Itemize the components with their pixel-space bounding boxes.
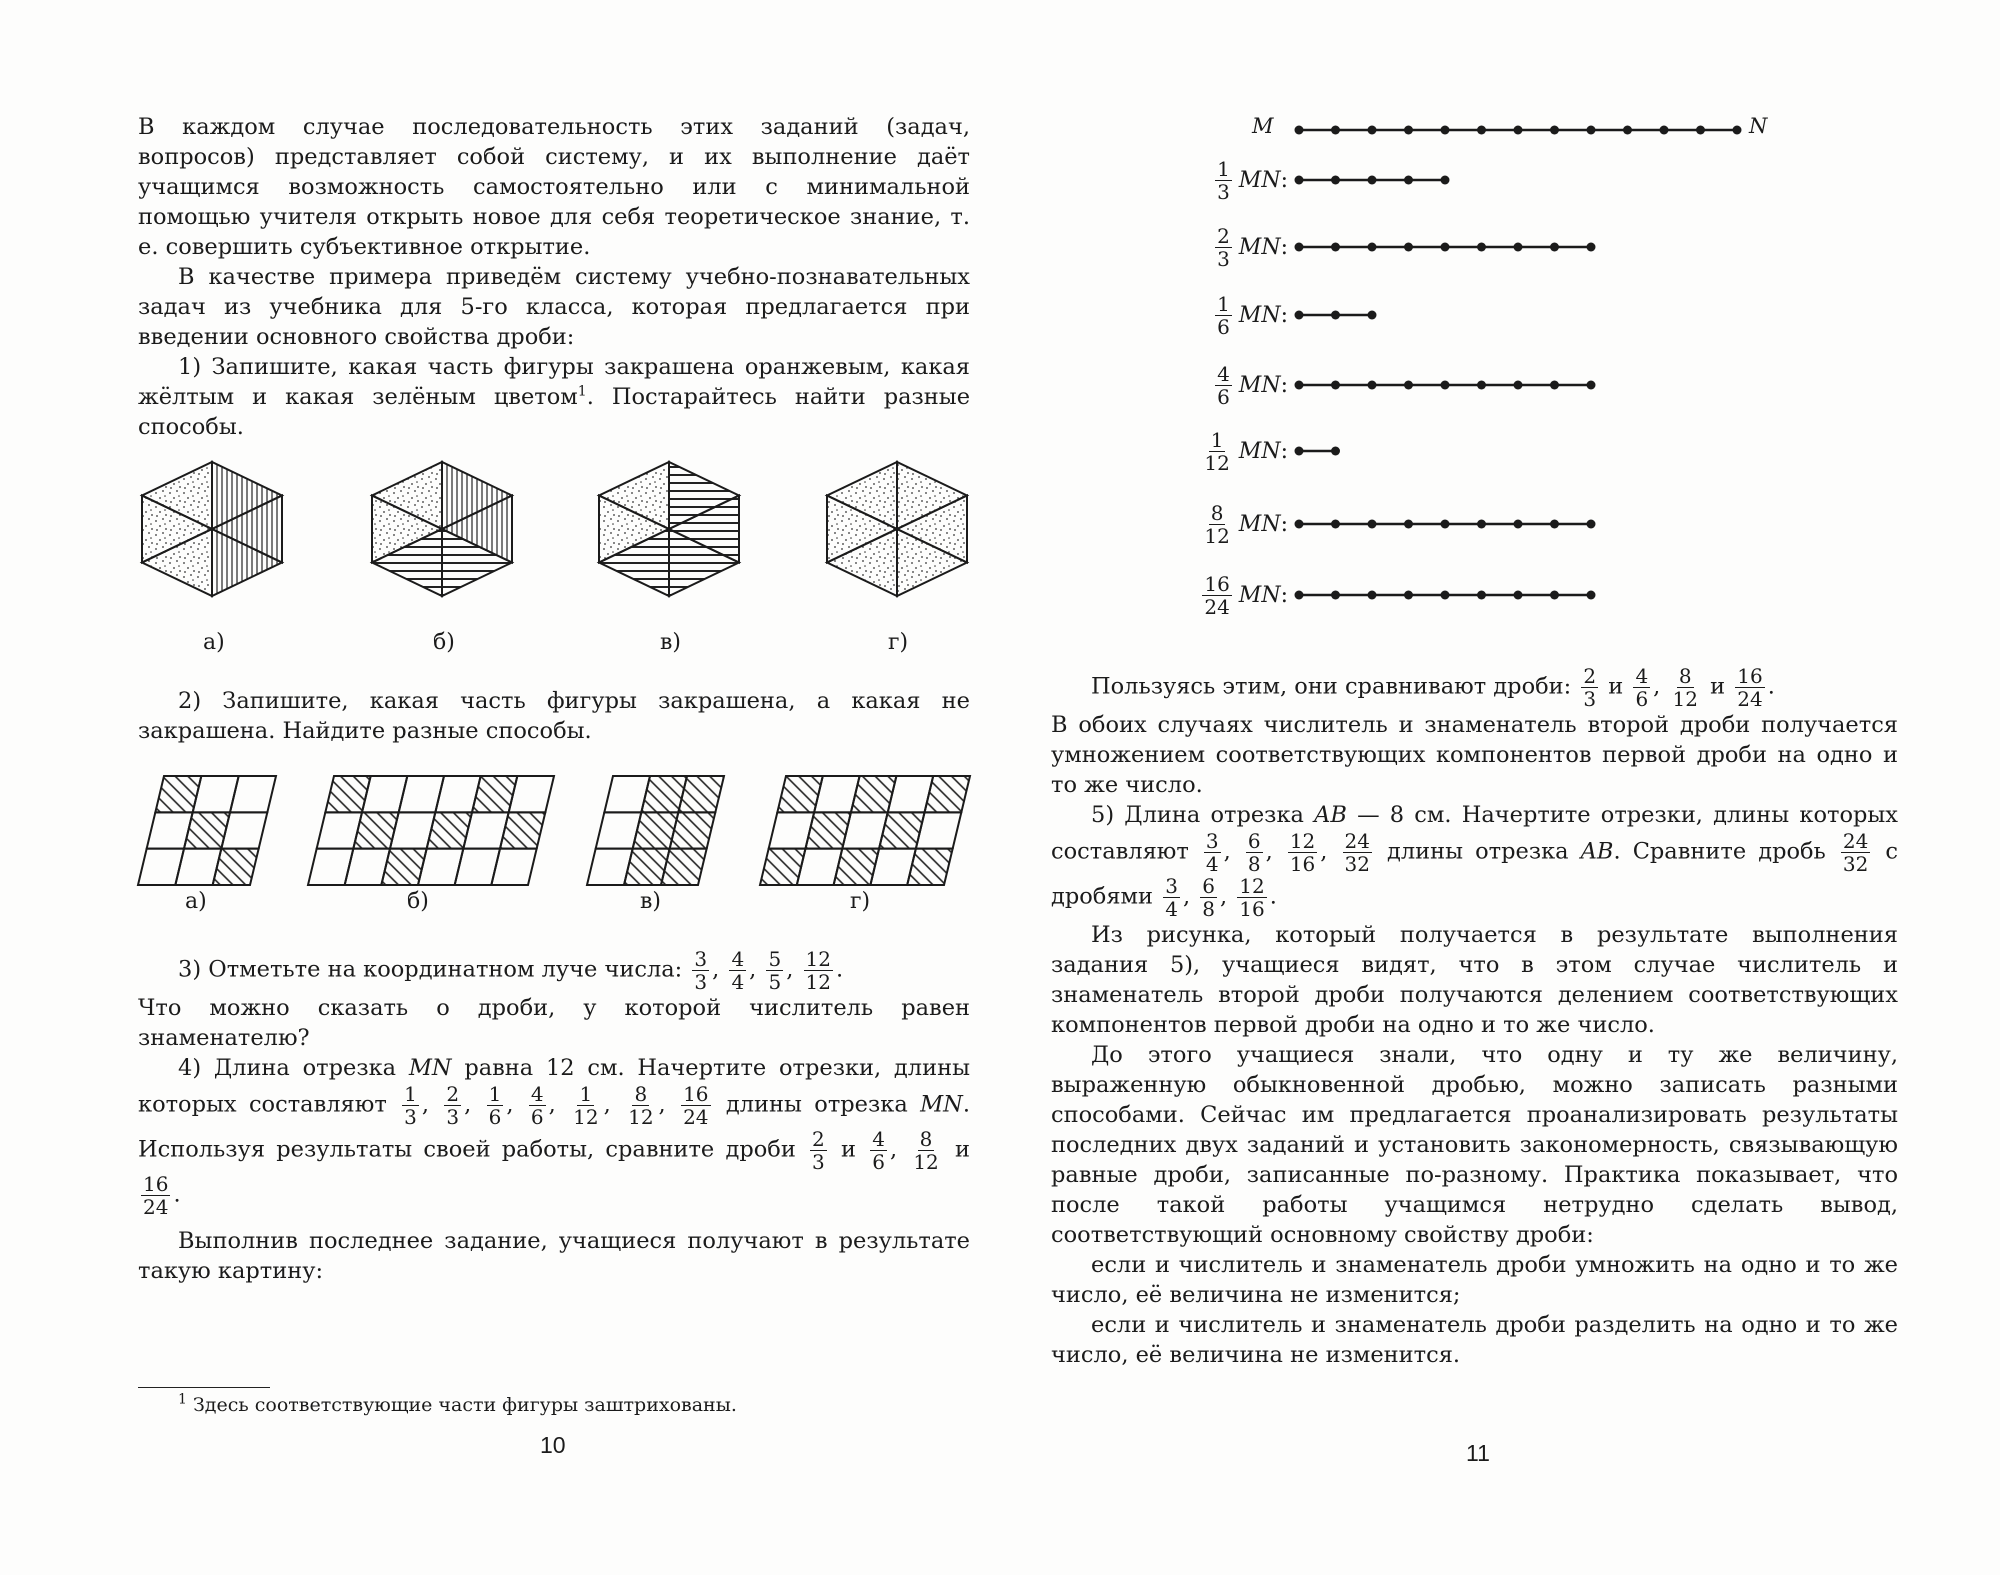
numerator: 2 (1217, 223, 1230, 248)
segment-point (1441, 520, 1450, 529)
segment-point (1331, 520, 1340, 529)
text-run: . Используя результаты своей работы, сравните дроби (138, 1091, 970, 1163)
numerator: 6 (1202, 874, 1215, 898)
segment-point (1550, 243, 1559, 252)
segment-point (1587, 126, 1596, 135)
segment (1295, 243, 1596, 252)
denominator: 12 (805, 970, 831, 994)
fraction (1202, 573, 1231, 618)
grid-cell (916, 812, 961, 848)
text-run: , (603, 1091, 624, 1118)
parallelogram-grid (308, 776, 554, 885)
segment (1295, 126, 1742, 135)
variable: MN (920, 1091, 963, 1118)
fraction (1246, 830, 1263, 875)
left-tasks-text (138, 948, 970, 1286)
numerator: 24 (1842, 829, 1869, 853)
text-run: , (1219, 883, 1235, 910)
text-run: , (749, 956, 764, 983)
segment-point (1404, 126, 1413, 135)
segment-name: MN (1238, 372, 1281, 398)
page-number-right: 11 (1466, 1440, 1490, 1466)
segment-point (1331, 311, 1340, 320)
fraction (1202, 429, 1231, 474)
denominator: 6 (1217, 384, 1230, 409)
numerator: 16 (143, 1172, 169, 1196)
numerator: 2 (446, 1082, 460, 1106)
segment-point (1295, 447, 1304, 456)
segment-point (1477, 126, 1486, 135)
segment-point (1441, 591, 1450, 600)
hex-label-b: б) (433, 630, 455, 655)
denominator: 4 (1165, 897, 1178, 921)
segment-name: MN (1238, 302, 1281, 328)
text-run: , (712, 956, 727, 983)
hex-label-v: в) (660, 630, 681, 655)
text-run: Из рисунка, который получается в результате выполнения задания 5), учащиеся видят, что в этом случае числитель и знаменатель второй дроби получаются делением соответствующих компонентов первой дроби на одно и то же число. (1051, 922, 1898, 1038)
variable: AB (1580, 838, 1614, 865)
segment-point (1295, 243, 1304, 252)
segment-point (1331, 447, 1340, 456)
text-run: . (835, 956, 844, 983)
denominator: 6 (488, 1105, 502, 1129)
segment-point (1295, 381, 1304, 390)
footnote-mark: 1 (178, 1391, 187, 1408)
grid-cell (907, 849, 952, 885)
text-run: , (548, 1091, 569, 1118)
grid-cell (213, 849, 259, 885)
segment (1295, 520, 1596, 529)
segment-point (1441, 176, 1450, 185)
segment-point (1477, 591, 1486, 600)
variable: MN (408, 1055, 452, 1081)
text-run: и (829, 1136, 868, 1163)
denominator: 3 (404, 1105, 417, 1129)
segment-point (1295, 311, 1304, 320)
numerator: 24 (1344, 829, 1370, 853)
numerator: 5 (768, 947, 782, 971)
grid-cell (500, 812, 545, 848)
text-run: , (658, 1091, 679, 1118)
footnote (178, 1391, 737, 1416)
footnote-divider (138, 1387, 270, 1388)
text-run: 3) Отметьте на координатном луче числа: (178, 956, 690, 983)
text-run: , (1265, 838, 1285, 865)
text-run: . Сравните дробь (1613, 838, 1838, 865)
numerator: 4 (530, 1082, 544, 1106)
numerator: 6 (1247, 829, 1261, 853)
denominator: 24 (1204, 594, 1230, 619)
denominator: 12 (1204, 450, 1230, 475)
fraction (1735, 665, 1764, 710)
denominator: 16 (1239, 897, 1265, 921)
segment-name: MN (1238, 167, 1281, 193)
segment-point (1550, 591, 1559, 600)
segment-point (1550, 520, 1559, 529)
fraction (804, 948, 833, 993)
denominator: 24 (683, 1105, 709, 1129)
segment-point (1514, 126, 1523, 135)
rule-divide (1051, 1310, 1898, 1370)
segment (1295, 381, 1596, 390)
denominator: 12 (573, 1105, 599, 1129)
text-run: если и числитель и знаменатель дроби умножить на одно и то же число, её величина не изменится; (1051, 1252, 1898, 1308)
segment-row-label (1168, 221, 1288, 273)
numerator: 2 (812, 1127, 825, 1151)
fraction (1163, 875, 1180, 920)
text-run: В качестве примера приведём систему учебно-познавательных задач из учебника для 5-го класса, которая предлагается при введении основного свойства дроби: (138, 264, 970, 350)
segment-point (1587, 243, 1596, 252)
segment (1295, 311, 1377, 320)
numerator: 1 (1217, 156, 1230, 181)
denominator: 6 (1217, 314, 1230, 339)
text-run: , (464, 1091, 484, 1118)
segment-row-label (1168, 289, 1288, 341)
task-3-question (138, 993, 970, 1053)
numerator: 16 (1737, 664, 1763, 688)
text-run: 5) Длина отрезка (1091, 802, 1315, 828)
denominator: 24 (143, 1195, 169, 1219)
text-run: Пользуясь этим, они сравнивают дроби: (1091, 673, 1579, 700)
rule-multiply (1051, 1250, 1898, 1310)
denominator: 6 (872, 1150, 885, 1174)
fraction (571, 1083, 600, 1128)
segment-point (1331, 126, 1340, 135)
segment-point (1404, 381, 1413, 390)
paragraph-multiply (1051, 710, 1898, 800)
denominator: 16 (1289, 852, 1316, 876)
text-run: В обоих случаях числитель и знаменатель второй дроби получается умножением соответствующих компонентов первой дроби на одно и то же число. (1051, 712, 1898, 798)
task-4 (138, 1053, 970, 1218)
fraction (1670, 665, 1699, 710)
fraction (870, 1128, 887, 1173)
segment-point (1368, 243, 1377, 252)
segment-point (1587, 381, 1596, 390)
colon: : (1280, 302, 1288, 328)
task-3 (138, 948, 970, 993)
colon: : (1280, 438, 1288, 464)
segment-point (1441, 126, 1450, 135)
segment-row-label (1168, 425, 1288, 477)
page-number-left: 10 (540, 1432, 566, 1458)
segment-point (1514, 591, 1523, 600)
footnote-mark: 1 (577, 383, 587, 400)
segment-point (1477, 381, 1486, 390)
numerator: 4 (731, 947, 745, 971)
text-run: , (786, 956, 801, 983)
fraction (1288, 830, 1317, 875)
fraction (692, 948, 709, 993)
fraction (444, 1083, 461, 1128)
denominator: 12 (913, 1150, 939, 1174)
text-run: , (889, 1136, 909, 1163)
fraction (1202, 502, 1231, 547)
segment-diagram (0, 0, 2000, 640)
numerator: 8 (1678, 664, 1692, 688)
fraction (1343, 830, 1372, 875)
point-label-n: N (1749, 114, 1768, 138)
segment (1295, 447, 1341, 456)
segment-point (1295, 591, 1304, 600)
numerator: 16 (683, 1082, 709, 1106)
variable: AB (1314, 802, 1347, 828)
grid-cell (221, 812, 267, 848)
numerator: 1 (488, 1082, 502, 1106)
grid-cell (509, 776, 554, 812)
fraction (729, 948, 746, 993)
hex-label-g: г) (888, 630, 909, 655)
fraction (1215, 363, 1232, 408)
segment-point (1514, 243, 1523, 252)
denominator: 8 (1247, 852, 1261, 876)
segment-point (1550, 126, 1559, 135)
denominator: 3 (1217, 179, 1230, 204)
paragraph-divide (1051, 920, 1898, 1040)
text-run: равна 12 см. Начертите отрезки, длины которых составляют (138, 1055, 970, 1118)
denominator: 12 (628, 1105, 654, 1129)
denominator: 12 (1204, 523, 1230, 548)
segment-point (1660, 126, 1669, 135)
numerator: 2 (1583, 664, 1597, 688)
fraction (1204, 830, 1221, 875)
fraction (1215, 225, 1232, 270)
grid-label-g: г) (850, 889, 871, 914)
segment-point (1514, 381, 1523, 390)
segment-point (1295, 176, 1304, 185)
numerator: 12 (1289, 829, 1316, 853)
numerator: 1 (404, 1082, 417, 1106)
segment-point (1404, 243, 1413, 252)
text-run: 2) Запишите, какая часть фигуры закрашена, а какая не закрашена. Найдите разные способы. (138, 688, 970, 744)
segment-row-label (1168, 498, 1288, 550)
segment-point (1623, 126, 1632, 135)
segment-point (1550, 381, 1559, 390)
segment-name: MN (1238, 582, 1281, 608)
segment-row-label (1168, 569, 1288, 621)
denominator: 8 (1202, 897, 1215, 921)
fraction (1581, 665, 1598, 710)
hex-label-a: а) (203, 630, 225, 655)
denominator: 24 (1737, 687, 1763, 711)
text-run: . (1767, 673, 1775, 700)
text-run: если и числитель и знаменатель дроби разделить на одно и то же число, её величина не изменится. (1051, 1312, 1898, 1368)
colon: : (1280, 234, 1288, 260)
colon: : (1280, 511, 1288, 537)
fraction (529, 1083, 546, 1128)
point-label-m: M (1252, 114, 1274, 138)
fraction (141, 1173, 170, 1218)
fraction (1215, 293, 1232, 338)
segment-name: MN (1238, 234, 1281, 260)
paragraph-conclusion (1051, 1040, 1898, 1250)
denominator: 5 (768, 970, 782, 994)
colon: : (1280, 582, 1288, 608)
grid-cell (925, 776, 970, 812)
segment-point (1587, 520, 1596, 529)
grid-cell (678, 776, 724, 812)
grid-cell (491, 849, 536, 885)
text-run: , (1320, 838, 1340, 865)
parallelogram-grid (587, 776, 724, 885)
paragraph-compare (1051, 665, 1898, 710)
text-run: . Постарайтесь найти разные способы. (138, 384, 971, 440)
numerator: 4 (872, 1127, 885, 1151)
denominator: 3 (446, 1105, 460, 1129)
text-run: Здесь соответствующие части фигуры заштрихованы. (186, 1394, 737, 1416)
text-run: длины отрезка (713, 1091, 921, 1118)
segment (1295, 591, 1596, 600)
fraction (1633, 665, 1650, 710)
denominator: 3 (1583, 687, 1597, 711)
numerator: 3 (694, 947, 708, 971)
denominator: 32 (1842, 852, 1869, 876)
numerator: 8 (1210, 500, 1224, 525)
segment-point (1514, 520, 1523, 529)
segment-name: MN (1238, 511, 1281, 537)
denominator: 3 (812, 1150, 825, 1174)
segment-point (1368, 126, 1377, 135)
fraction (487, 1083, 504, 1128)
denominator: 6 (530, 1105, 544, 1129)
denominator: 12 (1672, 687, 1698, 711)
fraction (681, 1083, 710, 1128)
segment-point (1331, 381, 1340, 390)
segment-point (1404, 591, 1413, 600)
denominator: 4 (1205, 852, 1219, 876)
grid-label-v: в) (640, 889, 661, 914)
segment-point (1368, 381, 1377, 390)
parallelogram-grid (760, 776, 970, 885)
denominator: 32 (1344, 852, 1370, 876)
segment-point (1368, 311, 1377, 320)
task-5 (1051, 800, 1898, 920)
numerator: 8 (919, 1127, 933, 1151)
segment-point (1733, 126, 1742, 135)
grid-cell (670, 812, 716, 848)
text-run: , (1182, 883, 1198, 910)
segment-point (1368, 520, 1377, 529)
segment-point (1295, 126, 1304, 135)
numerator: 4 (1217, 361, 1230, 386)
right-text (1051, 665, 1898, 1370)
segment-point (1368, 176, 1377, 185)
text-run: . (173, 1181, 181, 1208)
denominator: 3 (1217, 246, 1230, 271)
grid-label-b: б) (407, 889, 429, 914)
numerator: 1 (1210, 427, 1224, 452)
text-run: До этого учащиеся знали, что одну и ту же величину, выраженную обыкновенной дробью, можно записать разными способами. Сейчас им предлагается проанализировать результаты последних двух заданий и установить закономерность, связывающую равные дроби, записанные по-разному. Практика показывает, что после такой работы учащимся нетрудно сделать вывод, соответствующий основному свойству дроби: (1051, 1042, 1898, 1248)
fraction (1200, 875, 1217, 920)
segment-point (1477, 243, 1486, 252)
paragraph-result (138, 1226, 970, 1286)
numerator: 12 (1239, 874, 1265, 898)
text-run: , (1653, 673, 1668, 700)
fraction (1841, 830, 1870, 875)
colon: : (1280, 372, 1288, 398)
text-run: 1) Запишите, какая часть фигуры закрашена оранжевым, какая жёлтым и какая зелёным цветом (138, 354, 970, 410)
fraction (810, 1128, 827, 1173)
denominator: 3 (694, 970, 708, 994)
text-run: В каждом случае последовательность этих заданий (задач, вопросов) представляет собой систему, и их выполнение даёт учащимся возможность самостоятельно или с минимальной помощью учителя открыть новое для себя теоретическое знание, т. е. совершить субъективное открытие. (138, 114, 970, 260)
text-run: Что можно сказать о дроби, у которой числитель равен знаменателю? (138, 995, 970, 1051)
fraction (402, 1083, 419, 1128)
segment-point (1587, 591, 1596, 600)
segment-point (1404, 176, 1413, 185)
segment-point (1368, 591, 1377, 600)
text-run: , (506, 1091, 526, 1118)
numerator: 1 (1217, 291, 1230, 316)
denominator: 4 (731, 970, 745, 994)
segment-point (1441, 381, 1450, 390)
numerator: 3 (1205, 829, 1219, 853)
numerator: 8 (634, 1082, 648, 1106)
segment-point (1331, 176, 1340, 185)
text-run: с дробями (1051, 838, 1899, 910)
text-run: и (1702, 673, 1733, 700)
segment-row-label (1168, 359, 1288, 411)
colon: : (1280, 167, 1288, 193)
text-run: — 8 см. Начертите отрезки, длины которых составляют (1051, 802, 1898, 865)
fraction (1215, 158, 1232, 203)
text-run: 4) Длина отрезка (178, 1055, 409, 1081)
segment-point (1696, 126, 1705, 135)
segment (1295, 176, 1450, 185)
fraction (1237, 875, 1266, 920)
numerator: 4 (1635, 664, 1649, 688)
grid-cell (230, 776, 276, 812)
fraction (626, 1083, 655, 1128)
text-run: . (1269, 883, 1277, 910)
segment-row-label (1168, 154, 1288, 206)
text-run: , (1223, 838, 1243, 865)
segment-name: MN (1238, 438, 1281, 464)
segment-point (1331, 591, 1340, 600)
numerator: 12 (805, 947, 831, 971)
text-run: , (421, 1091, 442, 1118)
fraction (766, 948, 783, 993)
text-run: и (943, 1136, 970, 1163)
segment-point (1441, 243, 1450, 252)
grid-label-a: а) (185, 889, 207, 914)
denominator: 6 (1635, 687, 1649, 711)
numerator: 16 (1204, 571, 1230, 596)
text-run: длины отрезка (1374, 838, 1581, 865)
numerator: 3 (1165, 874, 1178, 898)
segment-point (1477, 520, 1486, 529)
fraction (911, 1128, 940, 1173)
text-run: Выполнив последнее задание, учащиеся получают в результате такую картину: (138, 1228, 970, 1284)
segment-point (1295, 520, 1304, 529)
numerator: 1 (579, 1082, 593, 1106)
text-run: и (1601, 673, 1631, 700)
parallelogram-grid (138, 776, 276, 885)
grid-cell (661, 849, 707, 885)
segment-point (1404, 520, 1413, 529)
segment-point (1331, 243, 1340, 252)
